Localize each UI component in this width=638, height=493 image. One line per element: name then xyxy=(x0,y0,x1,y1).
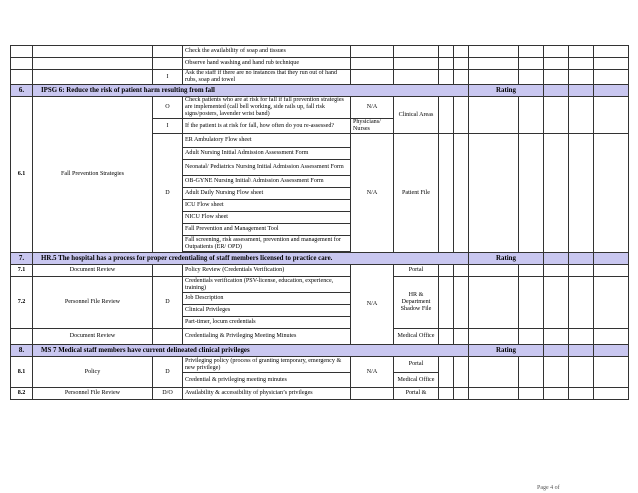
row-label: Policy xyxy=(33,357,153,388)
na-cell: N/A xyxy=(351,265,394,345)
item-cell: Job Description xyxy=(183,293,351,305)
table-row xyxy=(11,70,629,85)
item-cell: Availability & accessibility of physician’s privileges xyxy=(183,388,351,400)
method-cell: I xyxy=(153,119,183,134)
method-cell: O xyxy=(153,97,183,119)
item-cell: If the patient is at risk for fall, how often do you re-assessed? xyxy=(183,119,351,134)
table-row xyxy=(11,58,629,70)
item-cell: Observe hand washing and hand rub technique xyxy=(183,58,351,70)
na-cell: N/A xyxy=(351,357,394,388)
source-cell: Medical Office xyxy=(394,373,439,388)
section-number: 8. xyxy=(11,345,33,357)
item-cell: Credentialing & Privileging Meeting Minutes xyxy=(183,329,351,345)
item-cell: OB-GYNE Nursing Initial\ Admission Assessment Form xyxy=(183,176,351,188)
section-header-8 xyxy=(11,345,629,357)
section-number: 7. xyxy=(11,253,33,265)
source-cell: Portal xyxy=(394,265,439,277)
row-id: 6.1 xyxy=(11,97,33,253)
item-cell: Policy Review (Credentials Verification) xyxy=(183,265,351,277)
table-row xyxy=(11,265,629,277)
item-cell: Check the availability of soap and tissues xyxy=(183,46,351,58)
rating-label: Rating xyxy=(469,85,544,97)
item-cell: NICU Flow sheet xyxy=(183,212,351,224)
source-cell: Medical Office xyxy=(394,329,439,345)
item-cell: ER Ambulatory Flow sheet xyxy=(183,134,351,148)
source-cell: Patient File xyxy=(394,134,439,253)
na-cell: N/A xyxy=(351,97,394,119)
section-header-7 xyxy=(11,253,629,265)
table-row xyxy=(11,46,629,58)
section-title: MS 7 Medical staff members have current delineated clinical privileges xyxy=(33,345,469,357)
row-id: 8.2 xyxy=(11,388,33,400)
item-cell: Credentials verification (PSV-license, education, experience, training) xyxy=(183,277,351,293)
source-cell: Clinical Areas xyxy=(394,97,439,134)
table-row xyxy=(11,97,629,119)
table-row xyxy=(11,388,629,400)
item-cell: Fall screening, risk assessment, prevention and management for Outpatients (ER/ OPD) xyxy=(183,236,351,252)
method-cell: D xyxy=(153,134,183,253)
section-title: IPSG 6: Reduce the risk of patient harm resulting from fall xyxy=(33,85,469,97)
rating-label: Rating xyxy=(469,253,544,265)
item-cell: Clinical Privileges xyxy=(183,305,351,317)
item-cell: Ask the staff if there are no instances that they run out of hand rubs, soap and towel xyxy=(183,70,351,85)
respondent-cell: Physicians/ Nurses xyxy=(351,119,394,134)
source-cell: HR & Department Shadow File xyxy=(394,277,439,329)
item-cell: Adult Nursing Initial Admission Assessment Form xyxy=(183,148,351,160)
rating-label: Rating xyxy=(469,345,544,357)
row-label: Fall Prevention Strategies xyxy=(33,97,153,253)
row-label: Personnel File Review xyxy=(33,388,153,400)
row-label: Document Review xyxy=(33,329,153,345)
row-label: Personnel File Review xyxy=(33,277,153,329)
item-cell: Credential & privileging meeting minutes xyxy=(183,373,351,388)
method-cell: D xyxy=(153,277,183,329)
item-cell: ICU Flow sheet xyxy=(183,200,351,212)
row-id: 7.2 xyxy=(11,277,33,329)
table-row xyxy=(11,277,629,293)
page-footer: Page 4 of xyxy=(537,485,560,491)
item-cell: Privileging policy (process of granting temporary, emergency & new privilege) xyxy=(183,357,351,373)
table-row xyxy=(11,357,629,373)
section-header-6 xyxy=(11,85,629,97)
checklist-table xyxy=(10,45,629,400)
row-id: 8.1 xyxy=(11,357,33,388)
item-cell: Neonatal/ Pediatrics Nursing Initial Admission Assessment Form xyxy=(183,160,351,176)
item-cell: Adult Daily Nursing Flow sheet xyxy=(183,188,351,200)
item-cell: Fall Prevention and Management Tool xyxy=(183,224,351,236)
row-label: Document Review xyxy=(33,265,153,277)
na-cell: N/A xyxy=(351,134,394,253)
table-row xyxy=(11,329,629,345)
item-cell: Part-timer, locum credentials xyxy=(183,317,351,329)
method-cell: I xyxy=(153,70,183,85)
method-cell: D/O xyxy=(153,388,183,400)
method-cell: D xyxy=(153,357,183,388)
section-title: HR.5 The hospital has a process for proper credentialing of staff members licensed to practice care. xyxy=(33,253,469,265)
item-cell: Check patients who are at risk for fall if fall prevention strategies are implemented (call bell working, side rails up, fall risk signs/posters, lavender wrist band) xyxy=(183,97,351,119)
row-id: 7.1 xyxy=(11,265,33,277)
source-cell: Portal xyxy=(394,357,439,373)
source-cell: Portal & xyxy=(394,388,439,400)
section-number: 6. xyxy=(11,85,33,97)
